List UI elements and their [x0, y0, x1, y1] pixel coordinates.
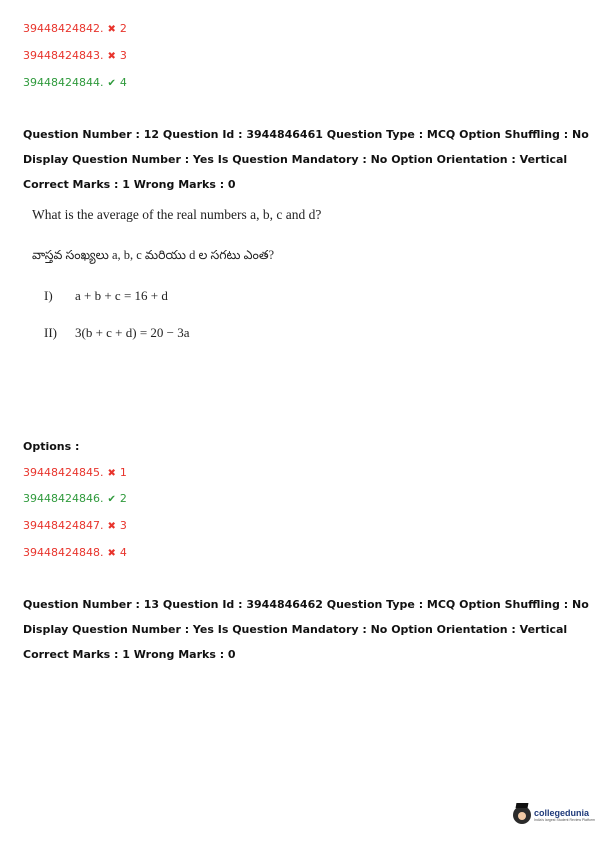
option-row: [23, 492, 127, 507]
cross-icon: ✖: [107, 24, 116, 35]
question-marks-line: Correct Marks : 1 Wrong Marks : 0: [23, 178, 236, 191]
question-marks-line: Correct Marks : 1 Wrong Marks : 0: [23, 648, 236, 661]
option-id: 39448424848.: [23, 546, 104, 559]
option-number: 2: [119, 492, 127, 505]
question-meta-line: Question Number : 13 Question Id : 3944846462 Question Type : MCQ Option Shuffling : No: [23, 598, 589, 611]
option-row: [23, 466, 127, 481]
question-meta-line: Question Number : 12 Question Id : 3944846461 Question Type : MCQ Option Shuffling : No: [23, 128, 589, 141]
statement-text: 3(b + c + d) = 20 − 3a: [75, 325, 190, 340]
question-meta-line: Display Question Number : Yes Is Question Mandatory : No Option Orientation : Vertical: [23, 153, 568, 166]
option-row: [23, 546, 127, 561]
option-number: 2: [119, 22, 127, 35]
logo-tagline: India's largest Student Review Platform: [534, 817, 595, 822]
check-icon: ✔: [107, 494, 116, 505]
option-number: 4: [119, 546, 127, 559]
option-row: [23, 519, 127, 534]
option-row: [23, 49, 127, 64]
cross-icon: ✖: [107, 521, 116, 532]
question-text-telugu: వాస్తవ సంఖ్యలు a, b, c మరియు d ల సగటు ఎంత?: [32, 248, 275, 262]
option-row: [23, 76, 127, 91]
question-meta-line: Display Question Number : Yes Is Question Mandatory : No Option Orientation : Vertical: [23, 623, 568, 636]
check-icon: ✔: [107, 78, 116, 89]
mascot-icon: [513, 806, 531, 824]
cross-icon: ✖: [107, 548, 116, 559]
option-row: [23, 22, 127, 37]
logo-brand: collegedunia: [534, 807, 590, 818]
statement-text: a + b + c = 16 + d: [75, 288, 168, 303]
option-id: 39448424842.: [23, 22, 104, 35]
option-number: 1: [119, 466, 127, 479]
option-id: 39448424847.: [23, 519, 104, 532]
statement-label: II): [44, 325, 57, 340]
option-number: 3: [119, 519, 127, 532]
option-number: 3: [119, 49, 127, 62]
option-id: 39448424844.: [23, 76, 104, 89]
statement-label: I): [44, 288, 53, 303]
option-id: 39448424846.: [23, 492, 104, 505]
option-id: 39448424843.: [23, 49, 104, 62]
collegedunia-logo: [513, 806, 595, 824]
option-number: 4: [119, 76, 127, 89]
option-id: 39448424845.: [23, 466, 104, 479]
cross-icon: ✖: [107, 468, 116, 479]
options-heading: Options :: [23, 440, 80, 453]
question-text-english: What is the average of the real numbers a, b, c and d?: [32, 207, 322, 222]
cross-icon: ✖: [107, 51, 116, 62]
